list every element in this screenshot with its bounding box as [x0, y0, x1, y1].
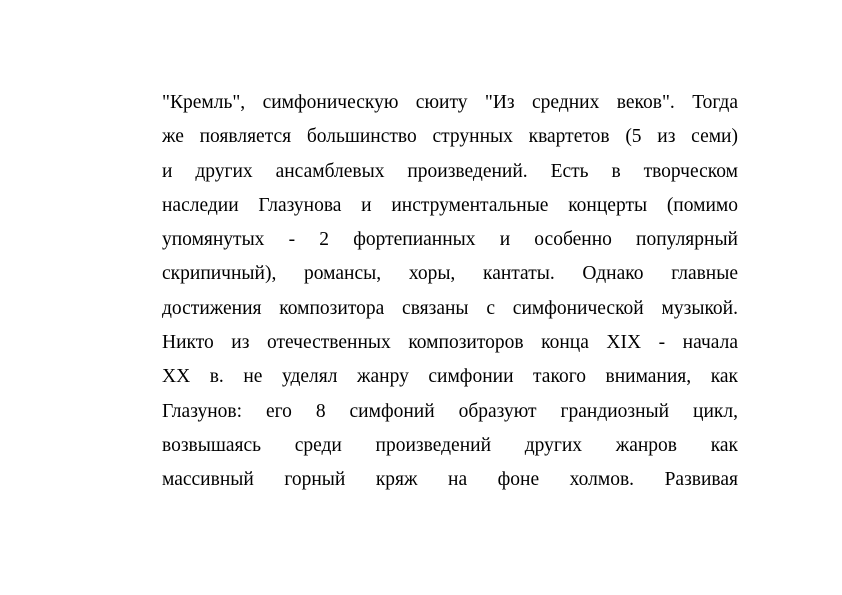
text-line-3: и других ансамблевых произведений. Есть в творческом	[162, 160, 738, 182]
text-line-6: скрипичный), романсы, хоры, кантаты. Однако главные	[162, 263, 738, 285]
text-line-1: "Кремль", симфоническую сюиту "Из средних веков". Тогда	[162, 92, 738, 113]
text-line-9: XX в. не уделял жанру симфонии такого внимания, как	[162, 366, 738, 388]
text-line-12: массивный горный кряж на фоне холмов. Развивая	[162, 469, 738, 491]
text-line-8: Никто из отечественных композиторов конца XIX - начала	[162, 332, 738, 354]
text-line-7: достижения композитора связаны с симфонической музыкой.	[162, 297, 738, 319]
text-line-11: возвышаясь среди произведений других жанров как	[162, 434, 738, 456]
text-line-10: Глазунов: его 8 симфоний образуют грандиозный цикл,	[162, 400, 738, 422]
text-line-2: же появляется большинство струнных квартетов (5 из семи)	[162, 126, 738, 148]
body-text	[162, 86, 738, 498]
text-line-4: наследии Глазунова и инструментальные концерты (помимо	[162, 194, 738, 216]
text-line-5: упомянутых - 2 фортепианных и особенно популярный	[162, 229, 738, 251]
